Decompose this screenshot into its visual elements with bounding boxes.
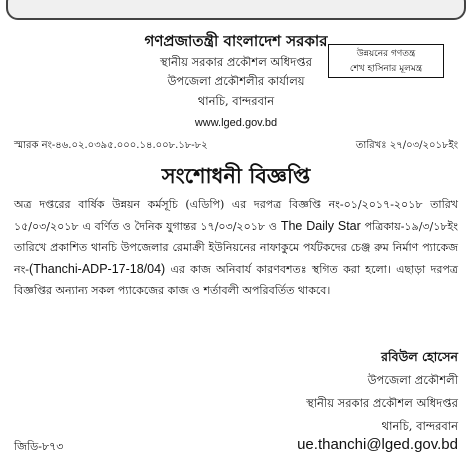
gd-code: জিডি-৮৭৩ (14, 440, 64, 453)
notice-body (14, 194, 458, 302)
slogan-box (328, 44, 444, 78)
slogan-line-1: উন্নয়নের গণতন্ত্র (356, 49, 416, 59)
office-location: থানচি, বান্দরবান (197, 94, 275, 108)
office-name: উপজেলা প্রকৌশলীর কার্যালয় (167, 74, 305, 88)
department-name: স্থানীয় সরকার প্রকৌশল অধিদপ্তর (160, 55, 312, 69)
body-part-1: অত্র দপ্তরের বার্ষিক উন্নয়ন কর্মসূচি (এডিপি) এর দরপত্র বিজ্ঞপ্তি নং-০১/২০১৭-২০১৮ তারিখ ১৫/০৩/২০১৮ এ বর্ণিত ও দৈনিক যুগান্তর ১৭/০৩/২০১৮ ও (14, 198, 458, 233)
package-number: (Thanchi-ADP-17-18/04) (29, 261, 166, 276)
body-part-3: এর কাজ অনিবার্য কারণবশতঃ স্থগিত করা হলো। এছাড়া দরপত্র বিজ্ঞপ্তির অন্যান্য সকল প্যাকেজের কাজ ও শর্তাবলী অপরিবর্তিত থাকবে। (14, 262, 458, 298)
website-link[interactable]: www.lged.gov.bd (194, 117, 278, 129)
signatory-title: উপজেলা প্রকৌশলী (367, 373, 458, 387)
slogan-line-2: শেখ হাসিনার মূলমন্ত্র (349, 64, 423, 74)
signatory-department: স্থানীয় সরকার প্রকৌশল অধিদপ্তর (306, 396, 458, 410)
email-address[interactable]: ue.thanchi@lged.gov.bd (297, 436, 458, 453)
newspaper-name: The Daily Star (280, 218, 361, 233)
body-part-2: পত্রিকায়-১৯/৩/১৮ইং তারিখে প্রকাশিত থানচি উপজেলার রেমাক্রী ইউনিয়নের নাফাকুমে পর্যটকদের চেঞ্জ রুম নির্মাণ প্যাকেজ নং- (14, 219, 458, 276)
notice-title: সংশোধনী বিজ্ঞপ্তি (161, 163, 311, 188)
top-banner-frame (6, 0, 466, 20)
signatory-location: থানচি, বান্দরবান (381, 419, 458, 433)
notice-date: তারিখঃ ২৭/০৩/২০১৮ইং (355, 140, 458, 151)
signatory-name: রবিউল হোসেন (381, 349, 458, 364)
memo-number: স্মারক নং-৪৬.০২.০৩৯৫.০০০.১৪.০০৮.১৮-৮২ (14, 140, 208, 151)
government-title: গণপ্রজাতন্ত্রী বাংলাদেশ সরকার (144, 32, 328, 50)
